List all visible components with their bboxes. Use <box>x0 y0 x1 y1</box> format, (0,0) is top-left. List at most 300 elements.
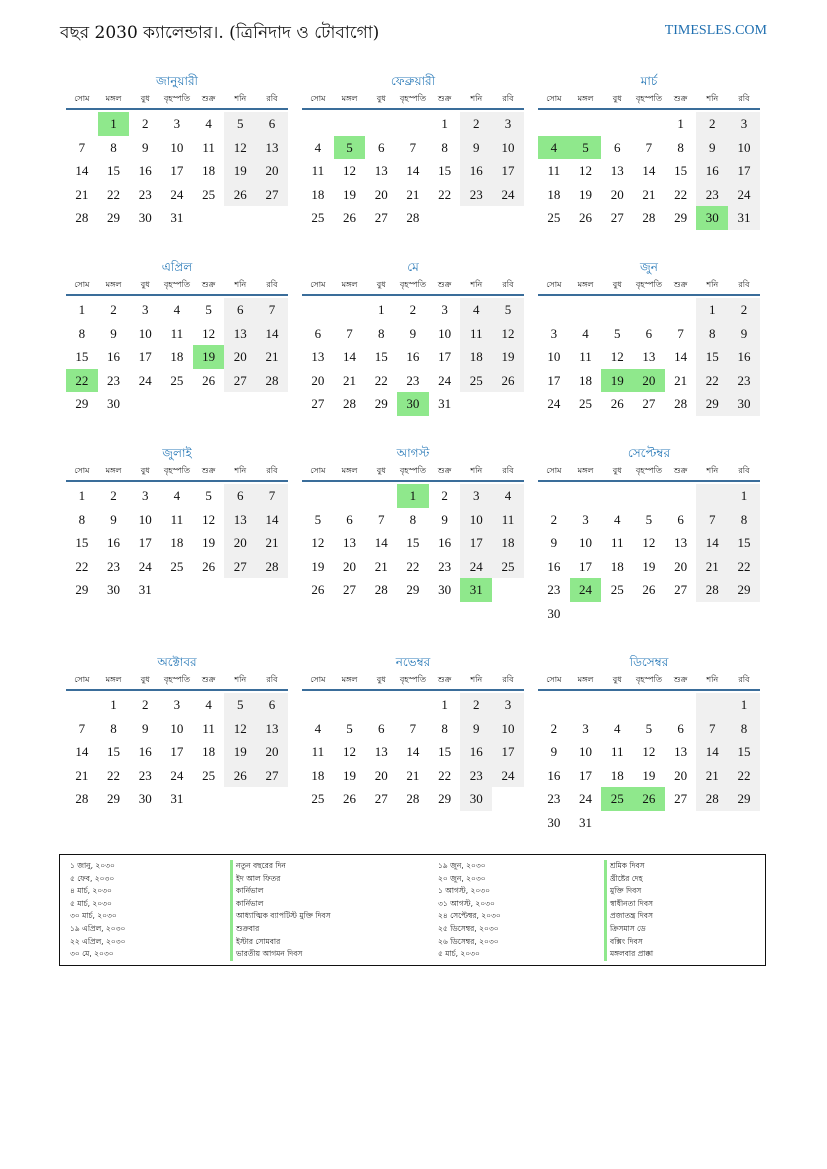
day-cell[interactable]: 17 <box>138 349 152 365</box>
day-cell[interactable]: 16 <box>438 535 452 551</box>
day-cell[interactable]: 9 <box>141 139 149 155</box>
day-cell[interactable]: 3 <box>492 112 524 136</box>
day-cell[interactable]: 13 <box>256 717 288 741</box>
day-cell[interactable]: 15 <box>438 163 452 179</box>
day-cell[interactable]: 18 <box>311 767 325 783</box>
day-cell[interactable]: 8 <box>696 322 728 346</box>
day-cell[interactable]: 21 <box>642 186 656 202</box>
day-cell[interactable]: 24 <box>460 555 492 579</box>
day-cell[interactable]: 12 <box>224 717 256 741</box>
day-cell[interactable]: 3 <box>173 116 181 131</box>
day-cell[interactable]: 28 <box>75 791 89 807</box>
day-cell[interactable]: 8 <box>677 139 684 155</box>
day-cell[interactable]: 12 <box>343 744 357 760</box>
day-cell[interactable]: 2 <box>441 488 448 503</box>
day-cell[interactable]: 3 <box>141 302 149 317</box>
day-cell[interactable]: 4 <box>460 298 492 322</box>
day-cell[interactable]: 16 <box>138 163 152 179</box>
day-cell[interactable]: 26 <box>224 764 256 788</box>
day-cell[interactable]: 1 <box>377 302 385 317</box>
day-cell[interactable]: 4 <box>173 488 181 503</box>
day-cell[interactable]: 10 <box>460 508 492 532</box>
day-cell[interactable]: 2 <box>141 697 149 712</box>
day-cell[interactable]: 17 <box>547 372 561 388</box>
day-cell[interactable]: 3 <box>550 325 558 341</box>
day-cell[interactable]: 6 <box>377 139 385 155</box>
day-cell[interactable]: 22 <box>728 764 760 788</box>
day-cell[interactable]: 14 <box>343 349 357 365</box>
day-cell[interactable]: 9 <box>460 136 492 160</box>
day-cell[interactable]: 11 <box>170 511 184 527</box>
day-cell[interactable]: 21 <box>75 186 89 202</box>
day-cell[interactable]: 16 <box>547 558 561 574</box>
day-cell[interactable]: 10 <box>492 717 524 741</box>
day-cell[interactable]: 11 <box>202 139 215 155</box>
day-cell[interactable]: 15 <box>674 163 688 179</box>
day-cell[interactable]: 19 <box>343 767 357 783</box>
day-cell[interactable]: 29 <box>728 787 760 811</box>
day-cell[interactable]: 5 <box>613 325 621 341</box>
day-cell[interactable]: 19 <box>343 186 357 202</box>
day-cell[interactable]: 21 <box>674 372 688 388</box>
holiday-day-cell[interactable]: 1 <box>98 112 130 136</box>
day-cell[interactable]: 14 <box>642 163 656 179</box>
day-cell[interactable]: 8 <box>441 139 448 155</box>
day-cell[interactable]: 19 <box>642 767 656 783</box>
day-cell[interactable]: 4 <box>492 484 524 508</box>
day-cell[interactable]: 23 <box>138 186 152 202</box>
day-cell[interactable]: 26 <box>343 210 357 226</box>
day-cell[interactable]: 29 <box>438 791 452 807</box>
day-cell[interactable]: 21 <box>406 186 420 202</box>
day-cell[interactable]: 14 <box>256 322 288 346</box>
day-cell[interactable]: 22 <box>406 558 420 574</box>
day-cell[interactable]: 5 <box>205 488 212 503</box>
day-cell[interactable]: 14 <box>696 531 728 555</box>
day-cell[interactable]: 14 <box>406 744 420 760</box>
day-cell[interactable]: 27 <box>311 396 325 412</box>
day-cell[interactable]: 14 <box>374 535 388 551</box>
day-cell[interactable]: 10 <box>138 325 152 341</box>
day-cell[interactable]: 15 <box>107 163 121 179</box>
day-cell[interactable]: 1 <box>110 697 117 712</box>
day-cell[interactable]: 25 <box>170 372 184 388</box>
day-cell[interactable]: 18 <box>610 558 624 574</box>
day-cell[interactable]: 30 <box>138 210 152 226</box>
day-cell[interactable]: 29 <box>75 582 89 598</box>
day-cell[interactable]: 28 <box>674 396 688 412</box>
day-cell[interactable]: 10 <box>579 535 593 551</box>
day-cell[interactable]: 10 <box>547 349 561 365</box>
day-cell[interactable]: 10 <box>170 139 184 155</box>
day-cell[interactable]: 28 <box>256 369 288 393</box>
day-cell[interactable]: 21 <box>75 767 89 783</box>
day-cell[interactable]: 15 <box>696 345 728 369</box>
day-cell[interactable]: 27 <box>224 555 256 579</box>
day-cell[interactable]: 17 <box>438 349 452 365</box>
day-cell[interactable]: 2 <box>696 112 728 136</box>
day-cell[interactable]: 23 <box>696 183 728 207</box>
day-cell[interactable]: 10 <box>579 744 593 760</box>
day-cell[interactable]: 20 <box>256 159 288 183</box>
day-cell[interactable]: 15 <box>75 535 89 551</box>
day-cell[interactable]: 26 <box>579 210 593 226</box>
day-cell[interactable]: 8 <box>377 325 385 341</box>
day-cell[interactable]: 1 <box>728 693 760 717</box>
day-cell[interactable]: 13 <box>224 508 256 532</box>
day-cell[interactable]: 9 <box>728 322 760 346</box>
day-cell[interactable]: 20 <box>343 558 357 574</box>
day-cell[interactable]: 6 <box>677 720 684 736</box>
day-cell[interactable]: 23 <box>728 369 760 393</box>
day-cell[interactable]: 23 <box>107 558 121 574</box>
day-cell[interactable]: 9 <box>550 744 558 760</box>
holiday-day-cell[interactable]: 1 <box>397 484 429 508</box>
day-cell[interactable]: 9 <box>696 136 728 160</box>
day-cell[interactable]: 4 <box>173 302 181 317</box>
holiday-day-cell[interactable]: 24 <box>570 578 602 602</box>
day-cell[interactable]: 12 <box>202 511 216 527</box>
day-cell[interactable]: 26 <box>642 582 656 598</box>
day-cell[interactable]: 6 <box>677 511 684 527</box>
day-cell[interactable]: 20 <box>311 372 325 388</box>
day-cell[interactable]: 5 <box>346 720 353 736</box>
day-cell[interactable]: 17 <box>170 744 184 760</box>
day-cell[interactable]: 19 <box>311 558 325 574</box>
day-cell[interactable]: 11 <box>460 322 492 346</box>
day-cell[interactable]: 15 <box>107 744 121 760</box>
day-cell[interactable]: 13 <box>256 136 288 160</box>
day-cell[interactable]: 11 <box>202 720 215 736</box>
day-cell[interactable]: 31 <box>170 210 184 226</box>
day-cell[interactable]: 18 <box>547 186 561 202</box>
day-cell[interactable]: 8 <box>110 139 117 155</box>
day-cell[interactable]: 27 <box>256 183 288 207</box>
day-cell[interactable]: 19 <box>224 740 256 764</box>
holiday-day-cell[interactable]: 22 <box>66 369 98 393</box>
day-cell[interactable]: 24 <box>492 764 524 788</box>
day-cell[interactable]: 2 <box>110 302 117 317</box>
day-cell[interactable]: 21 <box>696 555 728 579</box>
day-cell[interactable]: 22 <box>438 186 452 202</box>
day-cell[interactable]: 8 <box>728 717 760 741</box>
day-cell[interactable]: 19 <box>579 186 593 202</box>
holiday-day-cell[interactable]: 5 <box>570 136 602 160</box>
day-cell[interactable]: 13 <box>674 744 688 760</box>
day-cell[interactable]: 4 <box>314 139 322 155</box>
day-cell[interactable]: 30 <box>107 582 121 598</box>
day-cell[interactable]: 10 <box>170 720 184 736</box>
day-cell[interactable]: 4 <box>613 720 621 736</box>
day-cell[interactable]: 30 <box>460 787 492 811</box>
day-cell[interactable]: 21 <box>256 345 288 369</box>
day-cell[interactable]: 17 <box>492 740 524 764</box>
day-cell[interactable]: 22 <box>107 767 121 783</box>
day-cell[interactable]: 15 <box>728 531 760 555</box>
day-cell[interactable]: 19 <box>224 159 256 183</box>
day-cell[interactable]: 5 <box>314 511 322 527</box>
day-cell[interactable]: 10 <box>138 511 152 527</box>
day-cell[interactable]: 7 <box>256 484 288 508</box>
day-cell[interactable]: 6 <box>224 484 256 508</box>
day-cell[interactable]: 2 <box>110 488 117 503</box>
holiday-day-cell[interactable]: 31 <box>460 578 492 602</box>
day-cell[interactable]: 28 <box>642 210 656 226</box>
day-cell[interactable]: 26 <box>202 372 216 388</box>
day-cell[interactable]: 16 <box>138 744 152 760</box>
day-cell[interactable]: 18 <box>492 531 524 555</box>
day-cell[interactable]: 7 <box>78 139 86 155</box>
holiday-day-cell[interactable]: 4 <box>538 136 570 160</box>
day-cell[interactable]: 7 <box>256 298 288 322</box>
day-cell[interactable]: 9 <box>460 717 492 741</box>
day-cell[interactable]: 23 <box>460 764 492 788</box>
day-cell[interactable]: 3 <box>728 112 760 136</box>
day-cell[interactable]: 17 <box>579 767 593 783</box>
day-cell[interactable]: 30 <box>138 791 152 807</box>
day-cell[interactable]: 28 <box>406 791 420 807</box>
day-cell[interactable]: 13 <box>311 349 325 365</box>
day-cell[interactable]: 13 <box>610 163 624 179</box>
day-cell[interactable]: 27 <box>224 369 256 393</box>
day-cell[interactable]: 16 <box>107 535 121 551</box>
day-cell[interactable]: 14 <box>75 744 89 760</box>
day-cell[interactable]: 18 <box>460 345 492 369</box>
holiday-day-cell[interactable]: 25 <box>601 787 633 811</box>
day-cell[interactable]: 20 <box>256 740 288 764</box>
day-cell[interactable]: 12 <box>642 744 656 760</box>
day-cell[interactable]: 16 <box>406 349 420 365</box>
day-cell[interactable]: 9 <box>441 511 448 527</box>
holiday-day-cell[interactable]: 20 <box>633 369 665 393</box>
day-cell[interactable]: 9 <box>141 720 149 736</box>
day-cell[interactable]: 25 <box>202 186 216 202</box>
day-cell[interactable]: 25 <box>579 396 593 412</box>
day-cell[interactable]: 13 <box>224 322 256 346</box>
day-cell[interactable]: 30 <box>107 396 121 412</box>
day-cell[interactable]: 26 <box>224 183 256 207</box>
day-cell[interactable]: 7 <box>696 508 728 532</box>
day-cell[interactable]: 27 <box>674 791 688 807</box>
day-cell[interactable]: 9 <box>409 325 417 341</box>
holiday-day-cell[interactable]: 30 <box>397 392 429 416</box>
day-cell[interactable]: 27 <box>374 210 388 226</box>
day-cell[interactable]: 21 <box>696 764 728 788</box>
day-cell[interactable]: 26 <box>610 396 624 412</box>
day-cell[interactable]: 29 <box>75 396 89 412</box>
day-cell[interactable]: 29 <box>107 791 121 807</box>
day-cell[interactable]: 26 <box>343 791 357 807</box>
day-cell[interactable]: 5 <box>224 693 256 717</box>
day-cell[interactable]: 30 <box>547 814 561 830</box>
day-cell[interactable]: 6 <box>346 511 353 527</box>
day-cell[interactable]: 11 <box>311 163 325 179</box>
day-cell[interactable]: 11 <box>610 535 624 551</box>
day-cell[interactable]: 6 <box>377 720 385 736</box>
day-cell[interactable]: 14 <box>75 163 89 179</box>
day-cell[interactable]: 12 <box>610 349 624 365</box>
day-cell[interactable]: 26 <box>492 369 524 393</box>
day-cell[interactable]: 11 <box>610 744 624 760</box>
day-cell[interactable]: 18 <box>170 349 184 365</box>
day-cell[interactable]: 28 <box>696 787 728 811</box>
day-cell[interactable]: 13 <box>374 744 388 760</box>
day-cell[interactable]: 12 <box>224 136 256 160</box>
day-cell[interactable]: 23 <box>138 767 152 783</box>
day-cell[interactable]: 7 <box>409 720 417 736</box>
day-cell[interactable]: 27 <box>374 791 388 807</box>
day-cell[interactable]: 16 <box>696 159 728 183</box>
day-cell[interactable]: 11 <box>492 508 524 532</box>
day-cell[interactable]: 20 <box>224 345 256 369</box>
day-cell[interactable]: 21 <box>406 767 420 783</box>
day-cell[interactable]: 14 <box>256 508 288 532</box>
day-cell[interactable]: 31 <box>728 206 760 230</box>
day-cell[interactable]: 19 <box>492 345 524 369</box>
day-cell[interactable]: 8 <box>441 720 448 736</box>
holiday-day-cell[interactable]: 26 <box>633 787 665 811</box>
day-cell[interactable]: 21 <box>343 372 357 388</box>
day-cell[interactable]: 20 <box>374 767 388 783</box>
day-cell[interactable]: 17 <box>138 535 152 551</box>
day-cell[interactable]: 16 <box>547 767 561 783</box>
day-cell[interactable]: 3 <box>460 484 492 508</box>
day-cell[interactable]: 3 <box>441 302 448 317</box>
day-cell[interactable]: 10 <box>492 136 524 160</box>
day-cell[interactable]: 24 <box>728 183 760 207</box>
day-cell[interactable]: 15 <box>728 740 760 764</box>
day-cell[interactable]: 25 <box>170 558 184 574</box>
day-cell[interactable]: 11 <box>547 163 561 179</box>
day-cell[interactable]: 1 <box>696 298 728 322</box>
day-cell[interactable]: 16 <box>460 740 492 764</box>
day-cell[interactable]: 28 <box>406 210 420 226</box>
day-cell[interactable]: 28 <box>256 555 288 579</box>
day-cell[interactable]: 30 <box>438 582 452 598</box>
day-cell[interactable]: 12 <box>202 325 216 341</box>
day-cell[interactable]: 8 <box>110 720 117 736</box>
day-cell[interactable]: 25 <box>610 582 624 598</box>
day-cell[interactable]: 8 <box>78 325 86 341</box>
day-cell[interactable]: 14 <box>696 740 728 764</box>
day-cell[interactable]: 27 <box>256 764 288 788</box>
day-cell[interactable]: 13 <box>642 349 656 365</box>
day-cell[interactable]: 15 <box>438 744 452 760</box>
day-cell[interactable]: 7 <box>78 720 86 736</box>
day-cell[interactable]: 29 <box>696 392 728 416</box>
holiday-day-cell[interactable]: 19 <box>601 369 633 393</box>
day-cell[interactable]: 12 <box>492 322 524 346</box>
holiday-day-cell[interactable]: 19 <box>193 345 225 369</box>
day-cell[interactable]: 7 <box>409 139 417 155</box>
day-cell[interactable]: 29 <box>374 396 388 412</box>
day-cell[interactable]: 8 <box>409 511 417 527</box>
day-cell[interactable]: 20 <box>374 186 388 202</box>
day-cell[interactable]: 3 <box>173 697 181 712</box>
day-cell[interactable]: 28 <box>374 582 388 598</box>
day-cell[interactable]: 18 <box>202 744 216 760</box>
day-cell[interactable]: 17 <box>460 531 492 555</box>
day-cell[interactable]: 27 <box>642 396 656 412</box>
day-cell[interactable]: 2 <box>728 298 760 322</box>
day-cell[interactable]: 9 <box>110 511 117 527</box>
day-cell[interactable]: 15 <box>374 349 388 365</box>
day-cell[interactable]: 22 <box>107 186 121 202</box>
day-cell[interactable]: 28 <box>696 578 728 602</box>
day-cell[interactable]: 25 <box>311 210 325 226</box>
day-cell[interactable]: 16 <box>460 159 492 183</box>
day-cell[interactable]: 18 <box>579 372 593 388</box>
day-cell[interactable]: 1 <box>78 302 86 317</box>
day-cell[interactable]: 2 <box>460 112 492 136</box>
day-cell[interactable]: 22 <box>696 369 728 393</box>
day-cell[interactable]: 7 <box>696 717 728 741</box>
day-cell[interactable]: 1 <box>441 697 448 712</box>
day-cell[interactable]: 20 <box>674 558 688 574</box>
day-cell[interactable]: 31 <box>438 396 452 412</box>
day-cell[interactable]: 25 <box>547 210 561 226</box>
day-cell[interactable]: 7 <box>346 325 353 341</box>
day-cell[interactable]: 25 <box>460 369 492 393</box>
day-cell[interactable]: 24 <box>170 186 184 202</box>
day-cell[interactable]: 8 <box>78 511 86 527</box>
day-cell[interactable]: 22 <box>674 186 688 202</box>
day-cell[interactable]: 28 <box>75 210 89 226</box>
day-cell[interactable]: 23 <box>406 372 420 388</box>
day-cell[interactable]: 23 <box>107 372 121 388</box>
day-cell[interactable]: 6 <box>256 693 288 717</box>
day-cell[interactable]: 22 <box>374 372 388 388</box>
day-cell[interactable]: 19 <box>202 535 216 551</box>
day-cell[interactable]: 6 <box>256 112 288 136</box>
day-cell[interactable]: 18 <box>170 535 184 551</box>
day-cell[interactable]: 22 <box>438 767 452 783</box>
day-cell[interactable]: 16 <box>107 349 121 365</box>
day-cell[interactable]: 14 <box>674 349 688 365</box>
day-cell[interactable]: 1 <box>78 488 86 503</box>
day-cell[interactable]: 31 <box>138 582 152 598</box>
day-cell[interactable]: 31 <box>170 791 184 807</box>
day-cell[interactable]: 2 <box>409 302 417 317</box>
day-cell[interactable]: 9 <box>550 535 558 551</box>
day-cell[interactable]: 28 <box>343 396 357 412</box>
day-cell[interactable]: 24 <box>547 396 561 412</box>
day-cell[interactable]: 6 <box>613 139 621 155</box>
day-cell[interactable]: 30 <box>728 392 760 416</box>
day-cell[interactable]: 25 <box>311 791 325 807</box>
day-cell[interactable]: 5 <box>492 298 524 322</box>
day-cell[interactable]: 29 <box>728 578 760 602</box>
day-cell[interactable]: 11 <box>311 744 325 760</box>
day-cell[interactable]: 25 <box>202 767 216 783</box>
day-cell[interactable]: 4 <box>205 697 212 712</box>
day-cell[interactable]: 8 <box>728 508 760 532</box>
day-cell[interactable]: 21 <box>256 531 288 555</box>
day-cell[interactable]: 6 <box>314 325 322 341</box>
day-cell[interactable]: 7 <box>645 139 653 155</box>
day-cell[interactable]: 1 <box>677 116 684 131</box>
day-cell[interactable]: 5 <box>645 511 653 527</box>
day-cell[interactable]: 10 <box>728 136 760 160</box>
day-cell[interactable]: 14 <box>406 163 420 179</box>
day-cell[interactable]: 18 <box>311 186 325 202</box>
day-cell[interactable]: 20 <box>674 767 688 783</box>
day-cell[interactable]: 24 <box>579 791 593 807</box>
day-cell[interactable]: 10 <box>438 325 452 341</box>
day-cell[interactable]: 12 <box>343 163 357 179</box>
day-cell[interactable]: 4 <box>613 511 621 527</box>
day-cell[interactable]: 16 <box>728 345 760 369</box>
